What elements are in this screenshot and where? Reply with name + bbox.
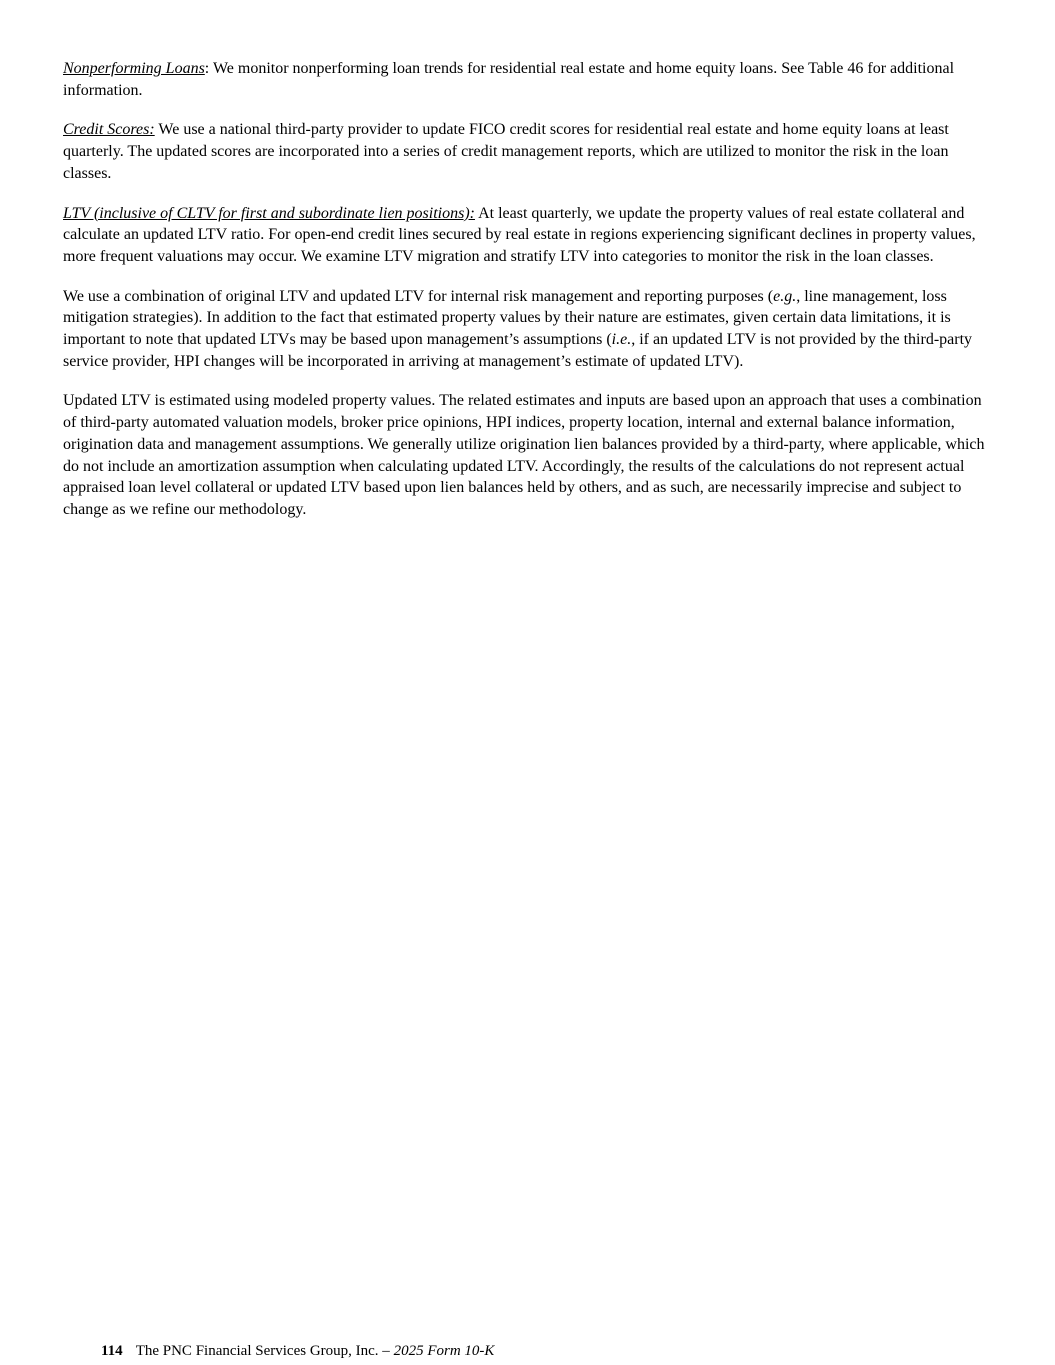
text-run: At least quarterly, we update the property values of real estate collateral and calculate an updated LTV ratio. For open-end credit lines secured by real estate in regions experiencing significant declines in property values, more frequent valuations may occur. We examine LTV migration and stratify LTV into categories to monitor the risk in the loan classes. [63,204,976,265]
paragraph [63,390,991,520]
text-run: Updated LTV is estimated using modeled property values. The related estimates and inputs are based upon an approach that uses a combination of third-party automated valuation models, broker price opinions, HPI indices, property location, internal and external balance information, origination data and management assumptions. We generally utilize origination lien balances provided by a third-party, where applicable, which do not include an amortization assumption when calculating updated LTV. Accordingly, the results of the calculations do not represent actual appraised loan level collateral or updated LTV based upon lien balances held by others, and as such, are necessarily imprecise and subject to change as we refine our methodology. [63,392,985,518]
text-run: e.g. [773,287,797,305]
paragraph [63,203,991,268]
text-run: , line management, loss mitigation strategies). In addition to the fact that estimated property values by their nature are estimates, given certain data limitations, it is important to note that updated LTVs may be based upon management’s assumptions ( [63,287,951,349]
text-run: We use a combination of original LTV and updated LTV for internal risk management and reporting purposes ( [63,287,774,305]
text-run: i.e. [611,331,632,349]
footer-company-text: The PNC Financial Services Group, Inc. – [135,1343,394,1359]
paragraph-lead: LTV (inclusive of CLTV for first and subordinate lien positions): [63,204,475,222]
paragraph [63,119,991,184]
paragraph [63,286,991,373]
footer-form-title: 2025 Form 10-K [393,1343,495,1359]
text-run: : We monitor nonperforming loan trends for residential real estate and home equity loans. See Table 46 for additional information. [63,60,955,99]
body-text [63,58,991,539]
paragraph-lead: Nonperforming Loans [63,60,205,77]
paragraph [63,58,991,101]
text-run: , if an updated LTV is not provided by the third-party service provider, HPI changes will be incorporated in arriving at management’s estimate of updated LTV). [63,331,973,370]
page-number: 114 [101,1343,123,1359]
page-footer [86,1323,494,1365]
text-run: We use a national third-party provider to update FICO credit scores for residential real estate and home equity loans at least quarterly. The updated scores are incorporated into a series of credit management reports, which are utilized to monitor the risk in the loan classes. [63,121,949,182]
paragraph-lead: Credit Scores: [63,121,155,139]
